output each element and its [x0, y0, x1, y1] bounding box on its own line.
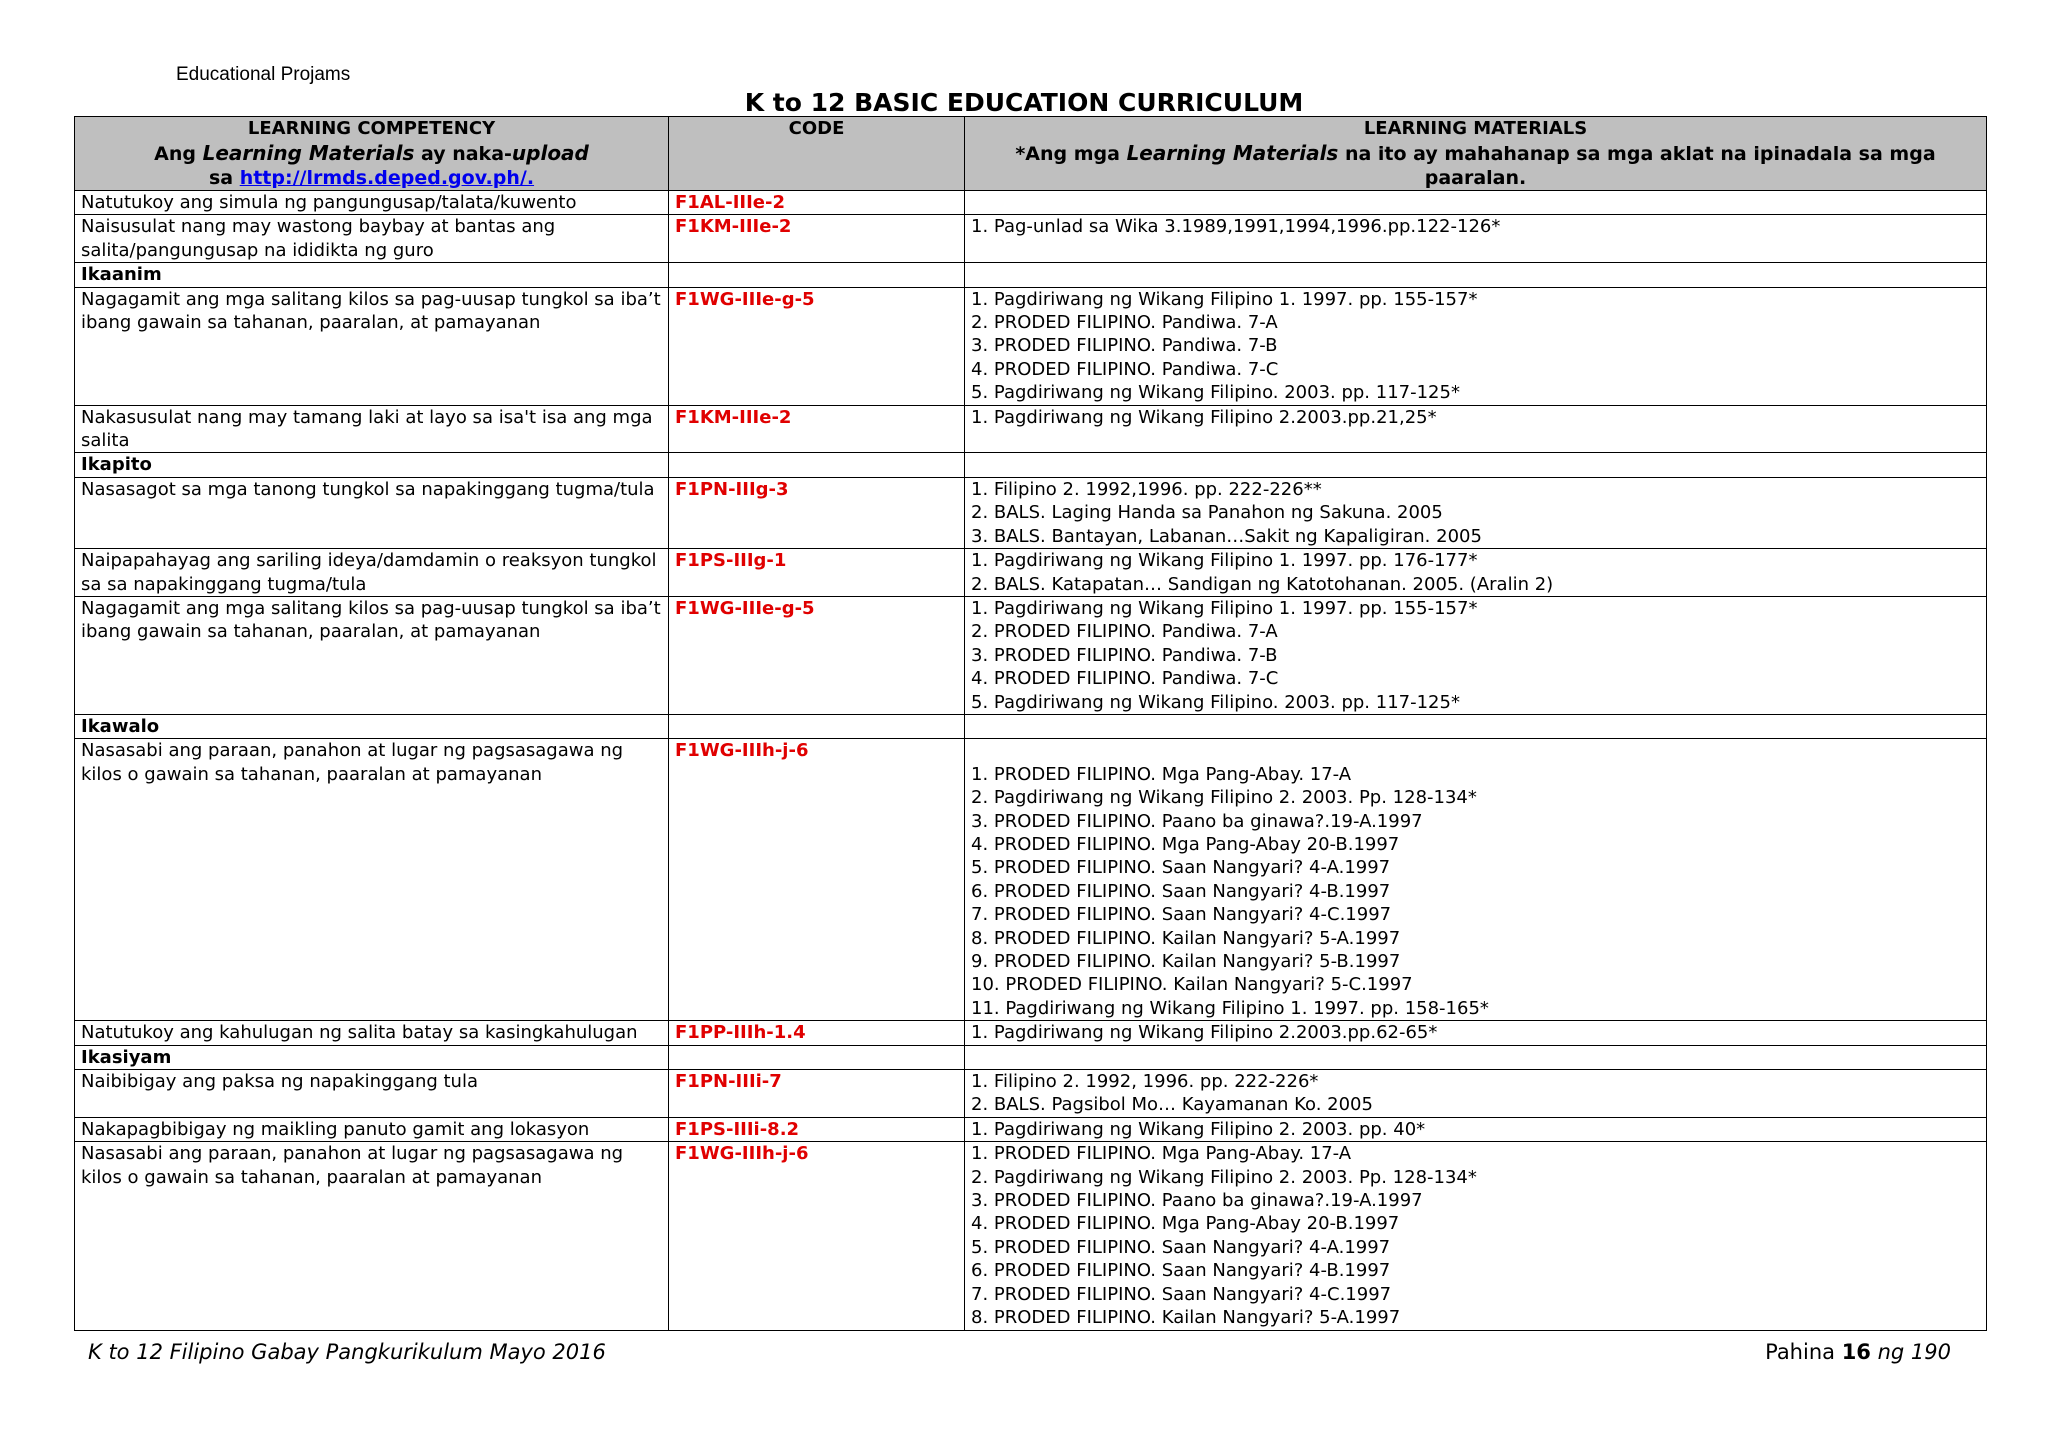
table-row — [75, 1021, 1987, 1045]
material-item: 5. Pagdiriwang ng Wikang Filipino. 2003. pp. 117-125* — [971, 382, 1460, 404]
code-cell: F1WG-IIIe-g-5 — [669, 287, 965, 405]
material-item: 11. Pagdiriwang ng Wikang Filipino 1. 1997. pp. 158-165* — [971, 997, 1489, 1019]
materials-cell — [965, 1142, 1987, 1330]
materials-cell — [965, 1117, 1987, 1141]
competency-cell: Ikawalo — [75, 714, 669, 738]
footer-page-total: ng 190 — [1870, 1340, 1951, 1364]
code-cell: F1KM-IIIe-2 — [669, 215, 965, 263]
material-item: 2. Pagdiriwang ng Wikang Filipino 2. 2003. Pp. 128-134* — [971, 1166, 1477, 1188]
code-cell: F1WG-IIIe-g-5 — [669, 596, 965, 714]
footer-page-number — [1765, 1340, 1951, 1364]
page-title: K to 12 BASIC EDUCATION CURRICULUM — [744, 88, 1304, 117]
code-cell: F1PS-IIIi-8.2 — [669, 1117, 965, 1141]
material-item: 1. Pagdiriwang ng Wikang Filipino 1. 1997. pp. 155-157* — [971, 597, 1478, 619]
code-cell: F1KM-IIIe-2 — [669, 405, 965, 453]
table-body — [75, 191, 1987, 1331]
material-item: 5. Pagdiriwang ng Wikang Filipino. 2003. pp. 117-125* — [971, 691, 1460, 713]
code-cell — [669, 453, 965, 477]
material-item: 7. PRODED FILIPINO. Saan Nangyari? 4-C.1997 — [971, 904, 1392, 926]
table-row — [75, 1070, 1987, 1118]
materials-cell — [965, 1070, 1987, 1118]
competency-cell: Naisusulat nang may wastong baybay at bantas ang salita/pangungusap na ididikta ng guro — [75, 215, 669, 263]
code-cell: F1PN-IIIi-7 — [669, 1070, 965, 1118]
material-item: 4. PRODED FILIPINO. Pandiwa. 7-C — [971, 358, 1279, 380]
table-row — [75, 739, 1987, 1021]
material-item: 1. Pagdiriwang ng Wikang Filipino 2.2003.pp.21,25* — [971, 406, 1437, 428]
competency-cell: Nagagamit ang mga salitang kilos sa pag-uusap tungkol sa iba’t ibang gawain sa tahanan, paaralan, at pamayanan — [75, 596, 669, 714]
code-cell: F1WG-IIIh-j-6 — [669, 1142, 965, 1330]
table-row — [75, 477, 1987, 548]
code-cell — [669, 263, 965, 287]
materials-cell — [965, 1045, 1987, 1069]
competency-cell: Nakapagbibigay ng maikling panuto gamit ang lokasyon — [75, 1117, 669, 1141]
material-item: 2. BALS. Laging Handa sa Panahon ng Sakuna. 2005 — [971, 502, 1443, 524]
material-item — [971, 739, 1980, 762]
header-col3-sub-a: *Ang mga — [1015, 143, 1127, 165]
materials-cell — [965, 1021, 1987, 1045]
competency-cell: Ikapito — [75, 453, 669, 477]
code-cell: F1PS-IIIg-1 — [669, 549, 965, 597]
header-col1-sub-em1: Learning Materials — [202, 141, 415, 165]
material-item: 6. PRODED FILIPINO. Saan Nangyari? 4-B.1997 — [971, 880, 1391, 902]
header-col1-sub-b: ay naka- — [414, 143, 512, 165]
material-item: 1. Pag-unlad sa Wika 3.1989,1991,1994,1996.pp.122-126* — [971, 216, 1501, 238]
competency-cell: Nakasusulat nang may tamang laki at layo sa isa't isa ang mga salita — [75, 405, 669, 453]
material-item: 1. Pagdiriwang ng Wikang Filipino 1. 1997. pp. 155-157* — [971, 288, 1478, 310]
competency-cell: Ikasiyam — [75, 1045, 669, 1069]
material-item: 3. PRODED FILIPINO. Paano ba ginawa?.19-A.1997 — [971, 810, 1423, 832]
material-item: 1. Pagdiriwang ng Wikang Filipino 2. 2003. pp. 40* — [971, 1118, 1426, 1140]
table-row — [75, 596, 1987, 714]
material-item: 3. PRODED FILIPINO. Paano ba ginawa?.19-A.1997 — [971, 1190, 1423, 1212]
table-row — [75, 549, 1987, 597]
material-item: 8. PRODED FILIPINO. Kailan Nangyari? 5-A.1997 — [971, 1307, 1401, 1329]
competency-cell: Nasasagot sa mga tanong tungkol sa napakinggang tugma/tula — [75, 477, 669, 548]
materials-cell — [965, 596, 1987, 714]
material-item: 2. BALS. Katapatan… Sandigan ng Katotohanan. 2005. (Aralin 2) — [971, 573, 1554, 595]
material-item: 3. PRODED FILIPINO. Pandiwa. 7-B — [971, 644, 1278, 666]
section-row — [75, 263, 1987, 287]
material-item: 1. Pagdiriwang ng Wikang Filipino 2.2003.pp.62-65* — [971, 1022, 1438, 1044]
header-learning-materials — [965, 117, 1987, 191]
header-learning-competency — [75, 117, 669, 191]
footer-page-word: Pahina — [1765, 1340, 1842, 1364]
header-col1-sub-a: Ang — [154, 143, 203, 165]
material-item: 5. PRODED FILIPINO. Saan Nangyari? 4-A.1997 — [971, 857, 1391, 879]
materials-cell — [965, 714, 1987, 738]
table-header-row — [75, 117, 1987, 191]
footer-page-current: 16 — [1841, 1340, 1871, 1364]
material-item: 1. Pagdiriwang ng Wikang Filipino 1. 1997. pp. 176-177* — [971, 550, 1478, 572]
material-item: 1. Filipino 2. 1992,1996. pp. 222-226** — [971, 478, 1322, 500]
header-col3-sub-em: Learning Materials — [1126, 141, 1339, 165]
section-row — [75, 453, 1987, 477]
table-row — [75, 191, 1987, 215]
code-cell: F1PP-IIIh-1.4 — [669, 1021, 965, 1045]
header-col2-title: CODE — [788, 118, 845, 139]
materials-cell — [965, 453, 1987, 477]
material-item: 2. PRODED FILIPINO. Pandiwa. 7-A — [971, 312, 1278, 334]
material-item: 7. PRODED FILIPINO. Saan Nangyari? 4-C.1997 — [971, 1283, 1392, 1305]
material-item: 9. PRODED FILIPINO. Kailan Nangyari? 5-B.1997 — [971, 951, 1401, 972]
code-cell — [669, 714, 965, 738]
material-item: 2. BALS. Pagsibol Mo… Kayamanan Ko. 2005 — [971, 1094, 1373, 1116]
code-cell: F1AL-IIIe-2 — [669, 191, 965, 215]
material-item: 6. PRODED FILIPINO. Saan Nangyari? 4-B.1997 — [971, 1260, 1391, 1282]
material-item: 8. PRODED FILIPINO. Kailan Nangyari? 5-A.1997 — [971, 927, 1401, 949]
section-row — [75, 1045, 1987, 1069]
material-item: 4. PRODED FILIPINO. Pandiwa. 7-C — [971, 668, 1279, 690]
brand-label: Educational Projams — [176, 64, 351, 85]
table-row — [75, 287, 1987, 405]
header-col1-sub-em2: upload — [511, 141, 589, 165]
competency-cell: Ikaanim — [75, 263, 669, 287]
section-row — [75, 714, 1987, 738]
table-row — [75, 1142, 1987, 1330]
material-item: 5. PRODED FILIPINO. Saan Nangyari? 4-A.1997 — [971, 1236, 1391, 1258]
material-item: 3. BALS. Bantayan, Labanan…Sakit ng Kapaligiran. 2005 — [971, 525, 1482, 547]
competency-cell: Natutukoy ang simula ng pangungusap/talata/kuwento — [75, 191, 669, 215]
materials-cell — [965, 549, 1987, 597]
competency-cell: Naibibigay ang paksa ng napakinggang tula — [75, 1070, 669, 1118]
code-cell: F1PN-IIIg-3 — [669, 477, 965, 548]
material-item: 1. PRODED FILIPINO. Mga Pang-Abay. 17-A — [971, 1143, 1352, 1165]
materials-cell — [965, 191, 1987, 215]
materials-cell — [965, 739, 1987, 1021]
header-col3-title: LEARNING MATERIALS — [1363, 118, 1588, 139]
header-col3-subtitle — [971, 141, 1980, 190]
material-item: 10. PRODED FILIPINO. Kailan Nangyari? 5-C.1997 — [971, 974, 1413, 996]
competency-cell: Nagagamit ang mga salitang kilos sa pag-uusap tungkol sa iba’t ibang gawain sa tahanan, paaralan, at pamayanan — [75, 287, 669, 405]
table-row — [75, 215, 1987, 263]
material-item: 4. PRODED FILIPINO. Mga Pang-Abay 20-B.1997 — [971, 1213, 1400, 1235]
header-col1-link-line — [81, 166, 662, 190]
code-cell: F1WG-IIIh-j-6 — [669, 739, 965, 1021]
competency-cell: Nasasabi ang paraan, panahon at lugar ng pagsasagawa ng kilos o gawain sa tahanan, paaralan at pamayanan — [75, 1142, 669, 1330]
competency-cell: Natutukoy ang kahulugan ng salita batay sa kasingkahulugan — [75, 1021, 669, 1045]
header-col1-subtitle — [81, 141, 662, 166]
header-col1-title: LEARNING COMPETENCY — [247, 118, 496, 139]
footer-document-title: K to 12 Filipino Gabay Pangkurikulum Mayo 2016 — [88, 1340, 606, 1364]
materials-cell — [965, 477, 1987, 548]
competency-cell: Naipapahayag ang sariling ideya/damdamin o reaksyon tungkol sa sa napakinggang tugma/tula — [75, 549, 669, 597]
materials-cell — [965, 263, 1987, 287]
materials-cell — [965, 287, 1987, 405]
table-row — [75, 1117, 1987, 1141]
curriculum-table — [74, 116, 1987, 1331]
material-item: 4. PRODED FILIPINO. Mga Pang-Abay 20-B.1997 — [971, 833, 1400, 855]
table-row — [75, 405, 1987, 453]
header-col3-sub-b: na ito ay mahahanap sa mga aklat na ipinadala sa mga paaralan. — [1338, 143, 1936, 189]
material-item: 1. PRODED FILIPINO. Mga Pang-Abay. 17-A — [971, 763, 1352, 785]
header-code — [669, 117, 965, 191]
competency-cell: Nasasabi ang paraan, panahon at lugar ng pagsasagawa ng kilos o gawain sa tahanan, paaralan at pamayanan — [75, 739, 669, 1021]
code-cell — [669, 1045, 965, 1069]
material-item: 2. PRODED FILIPINO. Pandiwa. 7-A — [971, 621, 1278, 643]
material-item: 2. Pagdiriwang ng Wikang Filipino 2. 2003. Pp. 128-134* — [971, 787, 1477, 809]
material-item: 3. PRODED FILIPINO. Pandiwa. 7-B — [971, 335, 1278, 357]
materials-cell — [965, 405, 1987, 453]
material-item: 1. Filipino 2. 1992, 1996. pp. 222-226* — [971, 1071, 1319, 1093]
lrmds-link[interactable]: http://lrmds.deped.gov.ph/. — [239, 167, 535, 189]
header-col1-sub-c: sa — [208, 167, 240, 189]
materials-cell — [965, 215, 1987, 263]
